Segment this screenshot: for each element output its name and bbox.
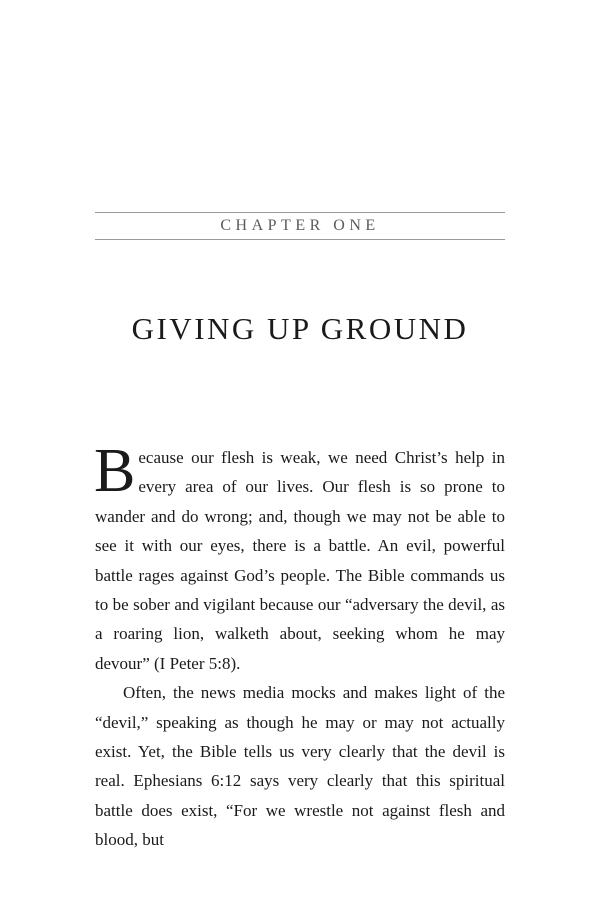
paragraph-1-text: ecause our flesh is weak, we need Christ’s help in every area of our lives. Our flesh is so prone to wander and do wrong; and, though we may not be able to see it with our eyes, there is a battle. An evil, powerful battle rages against God’s people. The Bible commands us to be sober and vigilant because our “adversary the devil, as a roaring lion, walketh about, seeking whom he may devour” (I Peter 5:8). [95, 448, 505, 673]
chapter-label: CHAPTER ONE [220, 217, 380, 234]
drop-cap: B [94, 437, 136, 505]
body-text [94, 437, 505, 855]
paragraph-1 [94, 437, 505, 678]
paragraph-2: Often, the news media mocks and makes light of the “devil,” speaking as though he may or may not actually exist. Yet, the Bible tells us very clearly that the devil is real. Ephesians 6:12 says very clearly that this spiritual battle does exist, “For we wrestle not against flesh and blood, but [95, 683, 505, 850]
chapter-heading-band [95, 212, 505, 240]
chapter-title: GIVING UP GROUND [131, 311, 469, 346]
